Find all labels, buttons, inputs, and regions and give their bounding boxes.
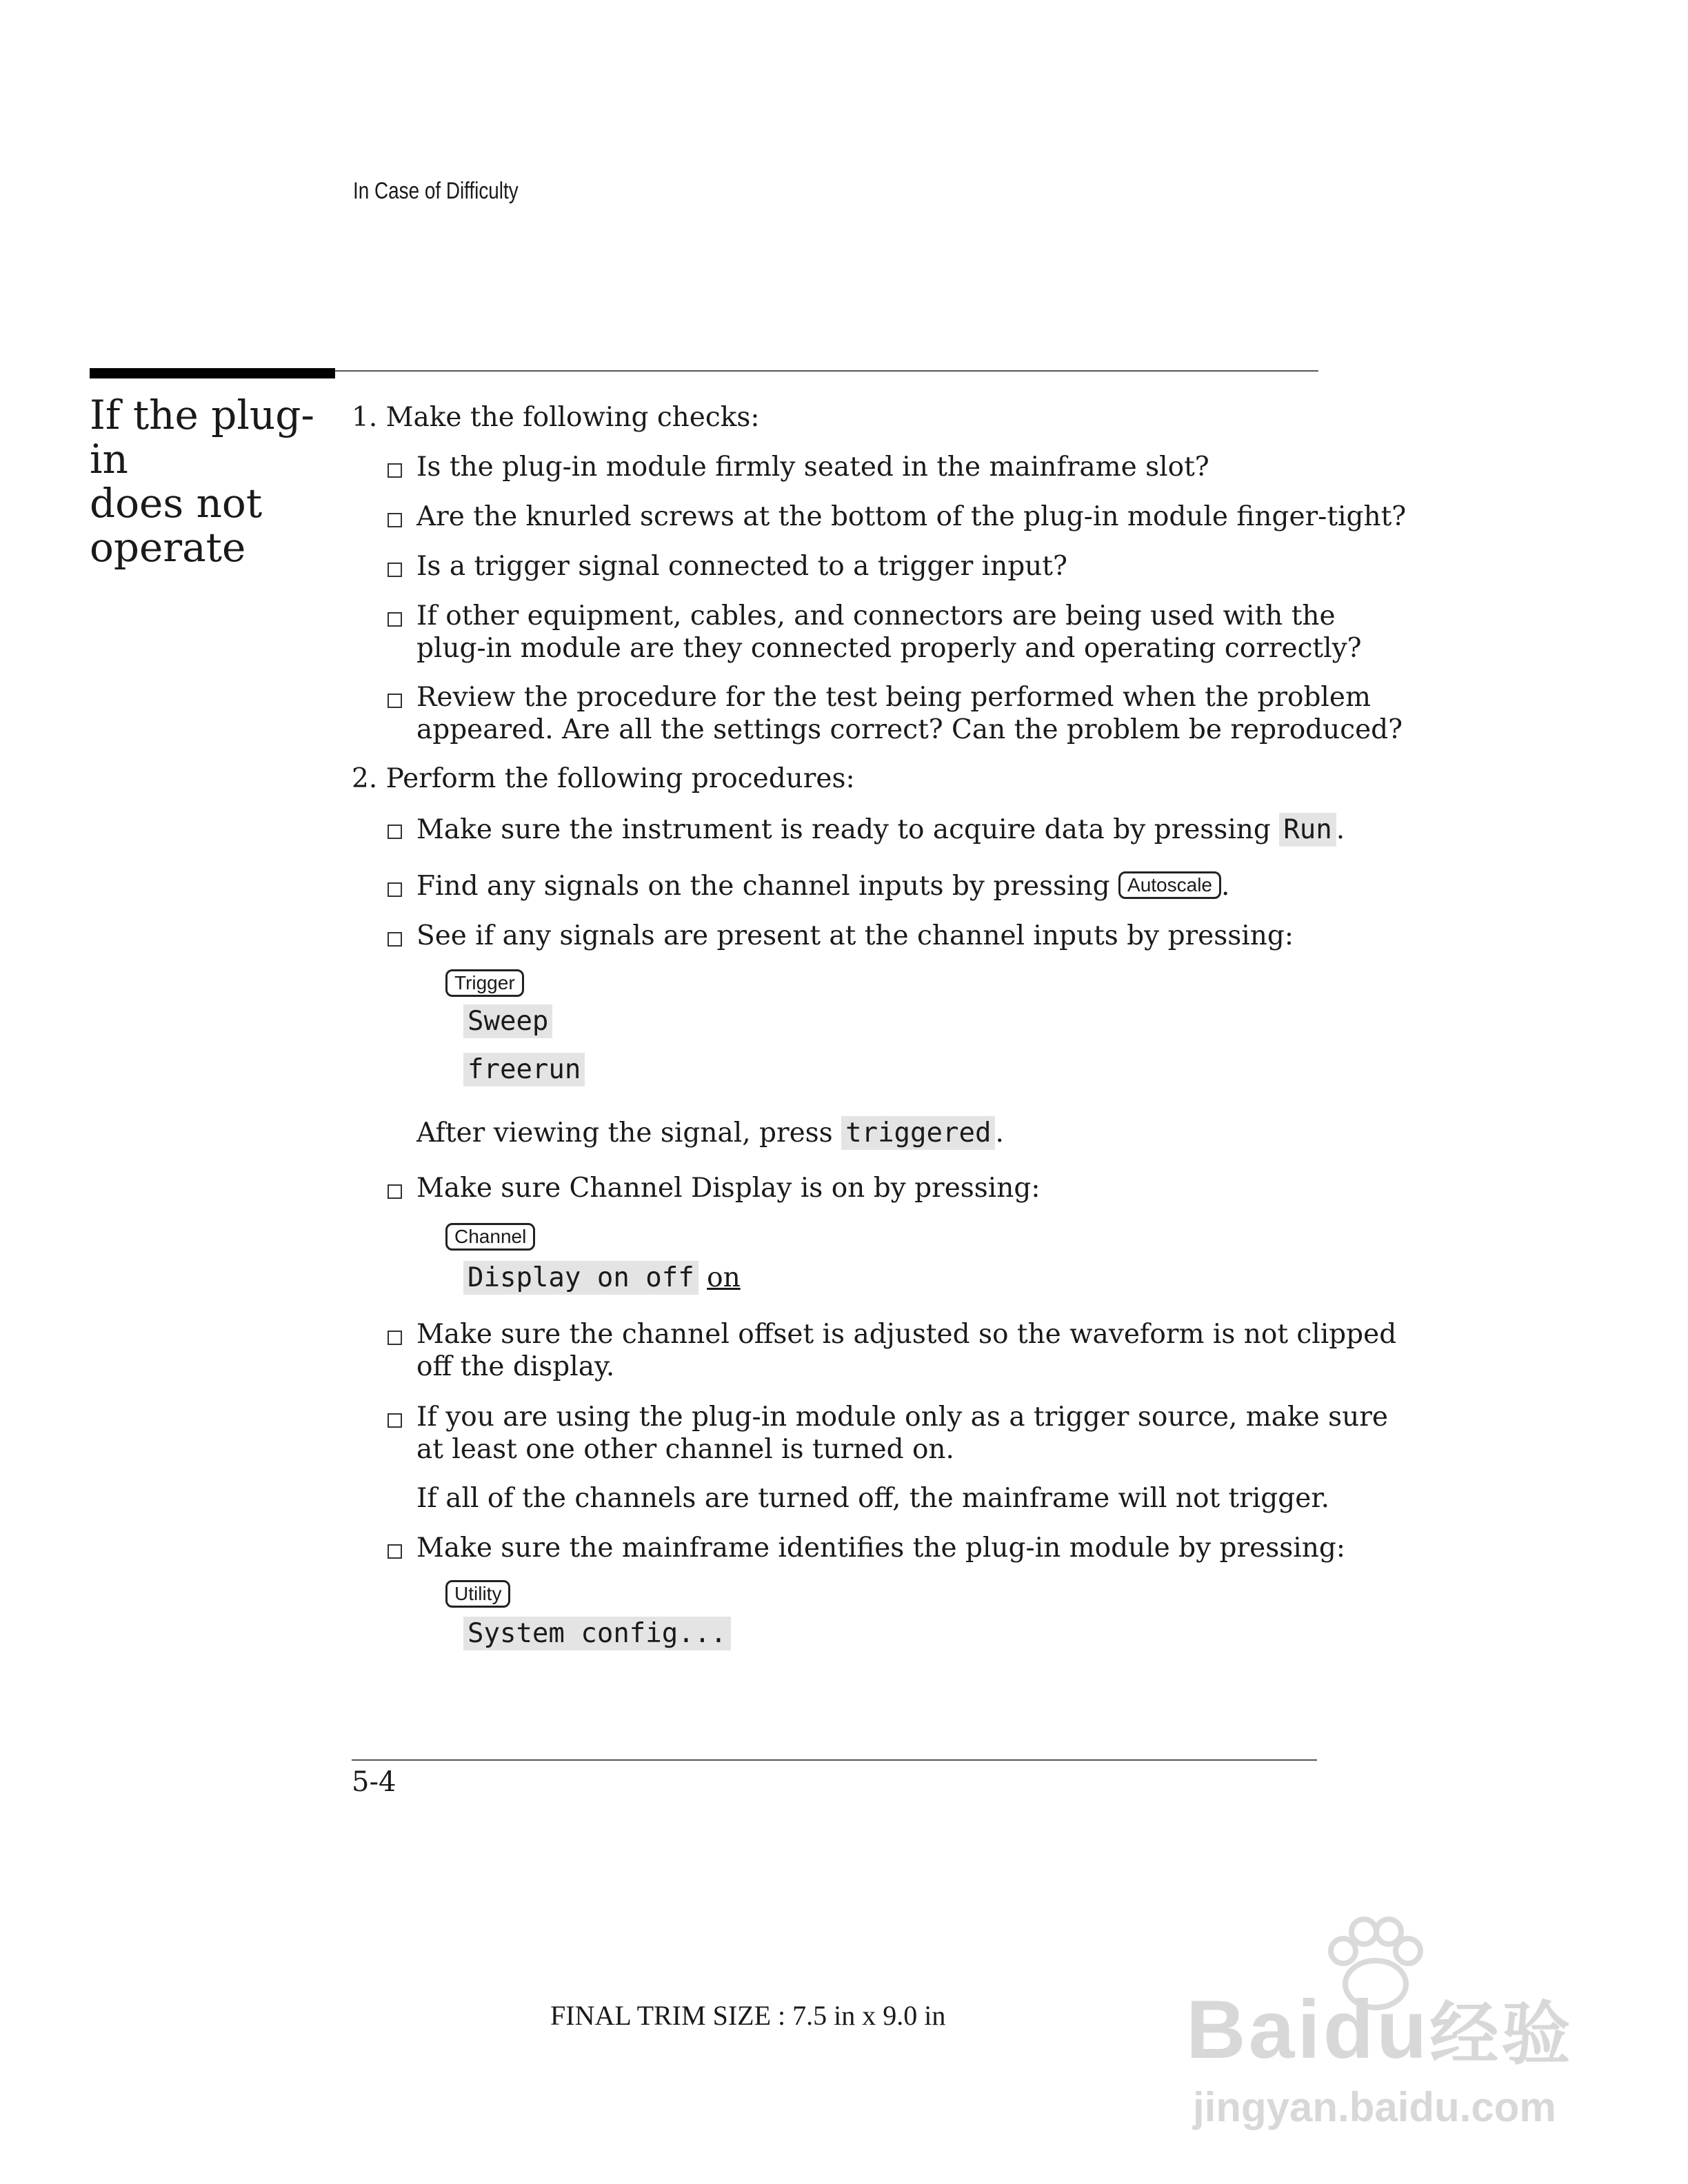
procedure-item-continued: off the display. bbox=[416, 1351, 615, 1382]
check-item: Is the plug-in module firmly seated in the mainframe slot? bbox=[416, 452, 1209, 483]
autoscale-key[interactable]: Autoscale bbox=[1118, 871, 1221, 899]
sweep-softkey[interactable]: Sweep bbox=[463, 1004, 552, 1038]
watermark-brand: Baidu经验 bbox=[1186, 1983, 1574, 2076]
checkbox-icon bbox=[388, 882, 402, 897]
procedure-item-continued: at least one other channel is turned on. bbox=[416, 1434, 954, 1465]
checkbox-icon bbox=[388, 694, 402, 708]
checkbox-icon bbox=[388, 1413, 402, 1428]
trim-size-note: FINAL TRIM SIZE : 7.5 in x 9.0 in bbox=[550, 2000, 946, 2031]
footer-rule bbox=[352, 1759, 1317, 1761]
freerun-softkey[interactable]: freerun bbox=[463, 1053, 585, 1086]
display-on-off-softkey[interactable]: Display on off bbox=[463, 1261, 699, 1295]
key-row bbox=[463, 1053, 585, 1086]
channel-key[interactable]: Channel bbox=[445, 1223, 535, 1251]
key-row bbox=[463, 1005, 552, 1038]
page-number: 5-4 bbox=[352, 1766, 396, 1798]
step-2-label: 2. Perform the following procedures: bbox=[352, 763, 855, 794]
check-item: Are the knurled screws at the bottom of the plug-in module finger-tight? bbox=[416, 501, 1407, 532]
display-value: on bbox=[707, 1262, 741, 1293]
running-header: In Case of Difficulty bbox=[353, 178, 519, 204]
checkbox-icon bbox=[388, 1331, 402, 1345]
procedure-item: If you are using the plug-in module only as a trigger source, make sure bbox=[416, 1402, 1388, 1433]
procedure-item: Find any signals on the channel inputs by pressing Autoscale . bbox=[416, 871, 1230, 902]
triggered-softkey[interactable]: triggered bbox=[841, 1116, 995, 1150]
procedure-item: Make sure the mainframe identifies the plug-in module by pressing: bbox=[416, 1533, 1345, 1564]
checkbox-icon bbox=[388, 463, 402, 478]
key-row bbox=[445, 1579, 510, 1612]
checkbox-icon bbox=[388, 825, 402, 839]
procedure-item: Make sure the channel offset is adjusted so the waveform is not clipped bbox=[416, 1319, 1397, 1350]
checkbox-icon bbox=[388, 932, 402, 947]
trigger-key[interactable]: Trigger bbox=[445, 969, 524, 997]
section-rule-thin bbox=[335, 370, 1318, 372]
utility-key[interactable]: Utility bbox=[445, 1580, 510, 1608]
run-softkey[interactable]: Run bbox=[1279, 813, 1336, 847]
section-title-line: operate bbox=[90, 524, 246, 571]
section-title bbox=[90, 393, 338, 569]
baidu-watermark bbox=[1186, 1903, 1586, 2137]
check-item-continued: appeared. Are all the settings correct? Can the problem be reproduced? bbox=[416, 714, 1403, 745]
key-row bbox=[445, 968, 524, 1001]
checkbox-icon bbox=[388, 612, 402, 627]
key-row bbox=[445, 1222, 535, 1255]
step-1-label: 1. Make the following checks: bbox=[352, 402, 760, 433]
check-item-continued: plug-in module are they connected properly and operating correctly? bbox=[416, 633, 1362, 664]
checkbox-icon bbox=[388, 513, 402, 527]
check-item: Review the procedure for the test being performed when the problem bbox=[416, 682, 1371, 713]
system-config-softkey[interactable]: System config... bbox=[463, 1617, 731, 1650]
check-item: Is a trigger signal connected to a trigger input? bbox=[416, 551, 1067, 582]
key-row bbox=[463, 1617, 731, 1650]
check-item: If other equipment, cables, and connectors are being used with the bbox=[416, 600, 1336, 631]
after-viewing-text: After viewing the signal, press triggered . bbox=[416, 1118, 1004, 1149]
procedure-note: If all of the channels are turned off, the mainframe will not trigger. bbox=[416, 1483, 1330, 1514]
section-title-line: If the plug-in bbox=[90, 392, 314, 483]
checkbox-icon bbox=[388, 1184, 402, 1199]
procedure-item: See if any signals are present at the channel inputs by pressing: bbox=[416, 920, 1294, 951]
procedure-item: Make sure the instrument is ready to acquire data by pressing Run . bbox=[416, 814, 1345, 845]
procedure-item: Make sure Channel Display is on by pressing: bbox=[416, 1173, 1041, 1204]
checkbox-icon bbox=[388, 1544, 402, 1559]
checkbox-icon bbox=[388, 563, 402, 577]
key-row bbox=[463, 1262, 741, 1295]
section-rule-thick bbox=[90, 368, 335, 378]
watermark-url: jingyan.baidu.com bbox=[1193, 2084, 1556, 2130]
section-title-line: does not bbox=[90, 480, 263, 527]
